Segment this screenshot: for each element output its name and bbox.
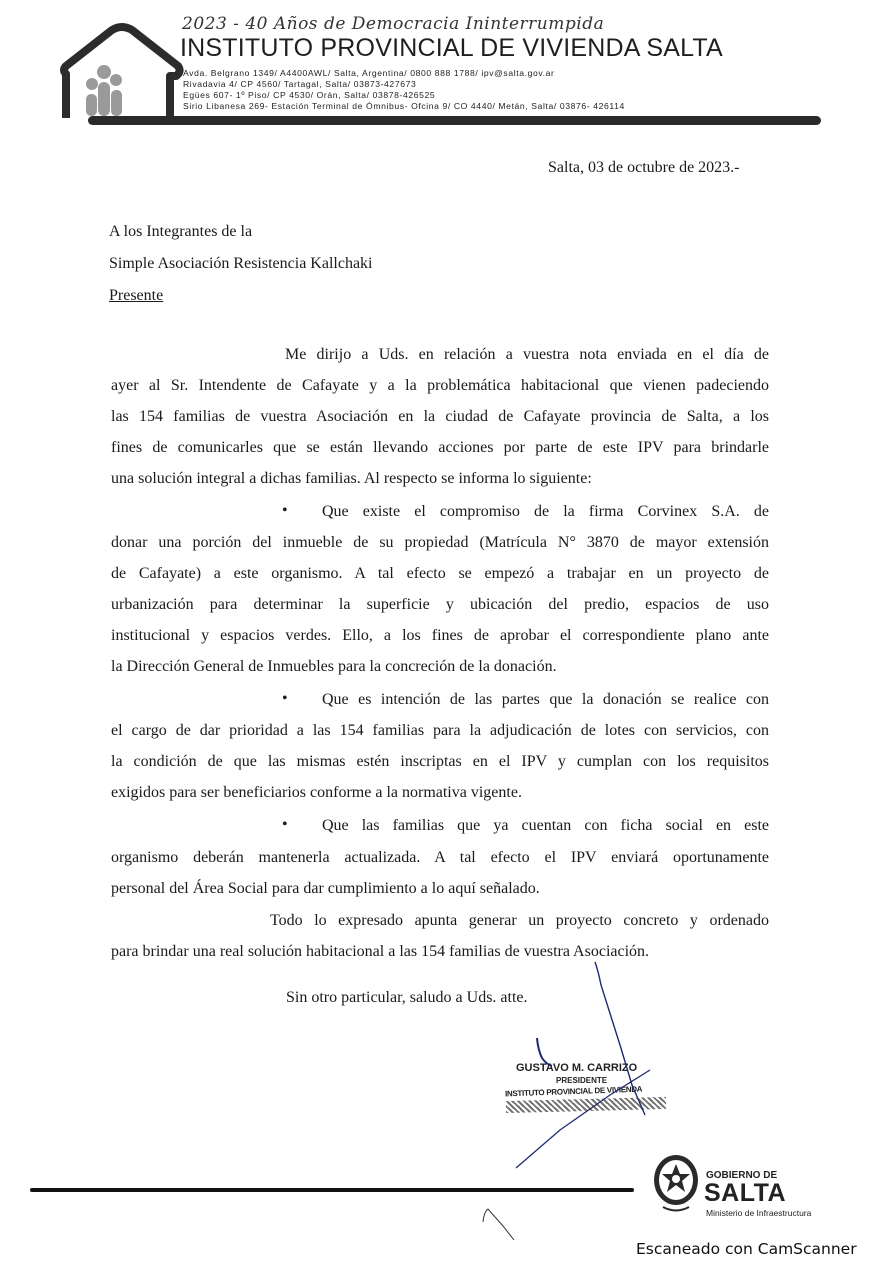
address-line: Egües 607- 1º Piso/ CP 4530/ Orán, Salta/ 03878-426525 [183,90,436,100]
address-line: Sirio Libanesa 269- Estación Terminal de Ómnibus- Ofcina 9/ CO 4440/ Metán, Salta/ 03876- 426114 [183,101,625,111]
bullet-line: la Dirección General de Inmuebles para la concreción de la donación. [111,658,557,675]
letter-date: Salta, 03 de octubre de 2023.- [548,159,740,176]
recipient-presente: Presente [109,287,164,304]
recipient-line: A los Integrantes de la [109,223,253,240]
bullet-line: institucional y espacios verdes. Ello, a los fines de aprobar el correspondiente plano ante [111,627,769,644]
address-line: Rivadavia 4/ CP 4560/ Tartagal, Salta/ 03873-427673 [183,79,417,89]
bullet-line: la condición de que las mismas estén inscriptas en el IPV y cumplan con los requisitos [111,753,769,770]
letterhead-divider [88,116,821,125]
paragraph-line: fines de comunicarles que se están llevando acciones por parte de este IPV para brindarle [111,439,769,456]
gov-label: GOBIERNO DE [706,1170,778,1181]
ministry-label: Ministerio de Infraestructura [706,1208,812,1218]
paragraph-line: las 154 familias de vuestra Asociación en la ciudad de Cafayate provincia de Salta, a los [111,408,769,425]
signatory-role: PRESIDENTE [556,1076,608,1085]
bullet-line: Que existe el compromiso de la firma Corvinex S.A. de [322,503,769,520]
signatory-institution: INSTITUTO PROVINCIAL DE VIVIENDA [504,1084,643,1099]
recipient-line: Simple Asociación Resistencia Kallchaki [109,255,373,272]
bullet-icon: • [282,690,288,707]
bullet-line: donar una porción del inmueble de su propiedad (Matrícula N° 3870 de mayor extensión [111,534,769,551]
signatory-name: GUSTAVO M. CARRIZO [516,1062,638,1074]
closing-line: Todo lo expresado apunta generar un proyecto concreto y ordenado [270,912,769,929]
institution-title: INSTITUTO PROVINCIAL DE VIVIENDA SALTA [180,34,723,62]
closing-line: para brindar una real solución habitacional a las 154 familias de vuestra Asociación. [111,943,650,960]
footer-divider [30,1188,634,1192]
paragraph-line: ayer al Sr. Intendente de Cafayate y a la problemática habitacional que vienen padeciendo [111,377,769,394]
scanner-watermark: Escaneado con CamScanner [636,1240,857,1258]
bullet-line: organismo deberán mantenerla actualizada. A tal efecto el IPV enviará oportunamente [111,849,769,866]
address-line: Avda. Belgrano 1349/ A4400AWL/ Salta, Argentina/ 0800 888 1788/ ipv@salta.gov.ar [183,68,555,78]
bullet-line: Que es intención de las partes que la donación se realice con [322,691,769,708]
stamp-pattern [506,1097,666,1113]
letterhead-motto: 2023 - 40 Años de Democracia Ininterrumpida [182,14,605,34]
bullet-icon: • [282,502,288,519]
house-family-icon [52,22,192,130]
bullet-line: urbanización para determinar la superficie y ubicación del predio, espacios de uso [111,596,769,613]
farewell: Sin otro particular, saludo a Uds. atte. [286,989,528,1006]
paragraph-line: Me dirijo a Uds. en relación a vuestra nota enviada en el día de [285,346,769,363]
bullet-line: exigidos para ser beneficiarios conforme a la normativa vigente. [111,784,522,801]
gov-name: SALTA [704,1179,787,1207]
bullet-line: Que las familias que ya cuentan con ficha social en este [322,817,769,834]
salta-star-shield-icon [651,1152,701,1218]
paragraph-line: una solución integral a dichas familias. Al respecto se informa lo siguiente: [111,470,592,487]
bullet-line: el cargo de dar prioridad a las 154 familias para la adjudicación de lotes con servicios, con [111,722,769,739]
bullet-line: personal del Área Social para dar cumplimiento a lo aquí señalado. [111,880,540,897]
bullet-line: de Cafayate) a este organismo. A tal efecto se empezó a trabajar en un proyecto de [111,565,769,582]
bullet-icon: • [282,816,288,833]
